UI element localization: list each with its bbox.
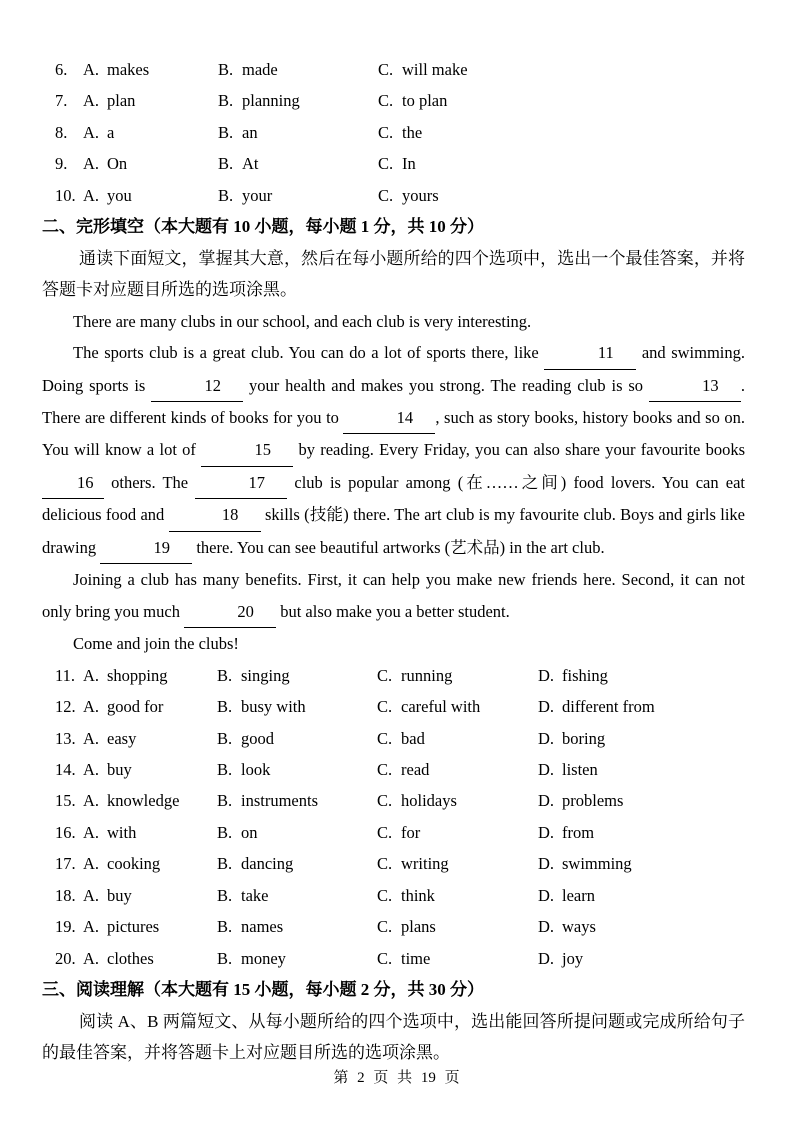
option-text: joy: [562, 948, 584, 968]
cloze-blank-12: 12: [151, 370, 243, 402]
question-number: 6.: [55, 60, 68, 79]
option-text: with: [107, 822, 137, 842]
option-letter: B.: [217, 697, 233, 717]
option-letter: D.: [538, 948, 555, 968]
question-row-19: [42, 911, 745, 942]
cloze-blank-11: 11: [544, 337, 636, 369]
option-11-D: [538, 660, 745, 691]
option-letter: B.: [218, 154, 234, 174]
option-letter: C.: [377, 948, 393, 968]
option-letter: D.: [538, 854, 555, 874]
option-13-A: [55, 723, 217, 754]
option-text: busy with: [241, 697, 306, 717]
option-19-A: [55, 911, 217, 942]
option-text: for: [401, 822, 421, 842]
option-15-A: [55, 785, 217, 816]
option-text: plans: [401, 917, 436, 937]
option-letter: B.: [218, 91, 234, 111]
question-row-14: [42, 754, 745, 785]
option-13-D: [538, 723, 745, 754]
page-content: [42, 54, 745, 1069]
option-6-C: [378, 54, 745, 85]
option-6-B: [218, 54, 378, 85]
option-20-A: [55, 943, 217, 974]
question-number: 8.: [55, 122, 68, 142]
option-text: problems: [562, 791, 624, 811]
option-text: buy: [107, 759, 132, 779]
question-number: 10.: [55, 185, 76, 205]
option-10-C: [378, 180, 745, 211]
option-letter: B.: [218, 60, 234, 79]
option-letter: D.: [538, 759, 555, 779]
option-text: to plan: [402, 91, 448, 111]
option-letter: B.: [217, 665, 233, 685]
option-letter: B.: [217, 728, 233, 748]
option-10-B: [218, 180, 378, 211]
option-letter: C.: [377, 697, 393, 717]
option-8-C: [378, 117, 745, 148]
option-letter: C.: [377, 822, 393, 842]
option-letter: D.: [538, 728, 555, 748]
section2-instruction: 通读下面短文，掌握其大意，然后在每小题所给的四个选项中，选出一个最佳答案，并将答题卡对应题目所选的选项涂黑。: [42, 248, 745, 300]
option-text: read: [401, 759, 430, 779]
option-text: names: [241, 917, 284, 937]
option-letter: A.: [83, 697, 100, 717]
option-text: pictures: [107, 917, 160, 937]
cloze-blank-19: 19: [100, 532, 192, 564]
option-text: you: [107, 185, 132, 205]
option-text: the: [402, 122, 423, 142]
passage-paragraph: There are many clubs in our school, and each club is very interesting.: [73, 311, 532, 331]
option-letter: B.: [218, 185, 234, 205]
question-number: 15.: [55, 791, 76, 811]
option-11-B: [217, 660, 377, 691]
question-row-10: [42, 180, 745, 211]
option-7-C: [378, 85, 745, 116]
question-number: 16.: [55, 822, 76, 842]
option-14-B: [217, 754, 377, 785]
passage-paragraph: The sports club is a great club. You can do a lot of sports there, like 11 and swimming. Doing sports is 12 your health and makes you strong. The reading club is so 13 . There are different kinds of books for you to 14 , such as story books, history books and so on. You will know a lot of 15 by reading. Every Friday, you can also share your favourite books 16 others. The 17 club is popular among (在……之间) food lovers. You can eat delicious food and 18 skills (技能) there. The art club is my favourite club. Boys and girls like drawing 19 there. You can see beautiful artworks (艺术品) in the art club.: [42, 337, 745, 564]
option-text: In: [402, 154, 416, 174]
option-letter: B.: [217, 948, 233, 968]
option-text: look: [241, 759, 271, 779]
section3-instruction: 阅读 A、B 两篇短文、从每小题所给的四个选项中，选出能回答所提问题或完成所给句子的最佳答案，并将答题卡上对应题目所选的选项涂黑。: [42, 1011, 745, 1063]
question-number: 14.: [55, 759, 76, 779]
option-letter: C.: [378, 185, 394, 205]
question-row-9: [42, 148, 745, 179]
option-19-C: [377, 911, 538, 942]
option-text: holidays: [401, 791, 457, 811]
option-text: your: [242, 185, 273, 205]
cloze-blank-16: 16: [42, 467, 104, 499]
question-row-13: [42, 723, 745, 754]
section2-heading: 二、完形填空（本大题有 10 小题，每小题 1 分，共 10 分）: [42, 217, 484, 237]
option-letter: C.: [378, 91, 394, 111]
question-number: 12.: [55, 697, 76, 717]
page-footer: 第 2 页 共 19 页: [333, 1070, 460, 1086]
option-9-A: [55, 148, 218, 179]
option-text: running: [401, 665, 453, 685]
option-15-B: [217, 785, 377, 816]
option-letter: B.: [217, 917, 233, 937]
question-row-11: [42, 660, 745, 691]
option-letter: B.: [217, 885, 233, 905]
option-text: listen: [562, 759, 598, 779]
option-text: yours: [402, 185, 439, 205]
option-16-C: [377, 817, 538, 848]
option-18-C: [377, 880, 538, 911]
option-14-D: [538, 754, 745, 785]
option-letter: A.: [83, 791, 100, 811]
option-letter: D.: [538, 665, 555, 685]
option-7-B: [218, 85, 378, 116]
option-17-C: [377, 848, 538, 879]
question-number: 11.: [55, 665, 76, 685]
option-letter: B.: [217, 854, 233, 874]
question-number: 18.: [55, 885, 76, 905]
option-letter: C.: [377, 791, 393, 811]
option-16-B: [217, 817, 377, 848]
option-letter: C.: [377, 854, 393, 874]
option-text: will make: [402, 60, 468, 79]
option-13-B: [217, 723, 377, 754]
option-text: makes: [107, 60, 150, 79]
cloze-part1-options: [42, 54, 745, 211]
question-row-8: [42, 117, 745, 148]
option-text: planning: [242, 91, 300, 111]
option-text: careful with: [401, 697, 481, 717]
option-16-A: [55, 817, 217, 848]
option-18-D: [538, 880, 745, 911]
option-text: writing: [401, 854, 449, 874]
option-text: knowledge: [107, 791, 180, 811]
option-14-A: [55, 754, 217, 785]
option-13-C: [377, 723, 538, 754]
option-10-A: [55, 180, 218, 211]
option-letter: D.: [538, 791, 555, 811]
passage-paragraph: Come and join the clubs!: [73, 634, 239, 654]
question-row-6: [42, 54, 745, 85]
option-20-B: [217, 943, 377, 974]
option-letter: C.: [377, 728, 393, 748]
option-17-B: [217, 848, 377, 879]
option-text: buy: [107, 885, 132, 905]
option-9-B: [218, 148, 378, 179]
question-number: 17.: [55, 854, 76, 874]
option-19-B: [217, 911, 377, 942]
option-text: made: [242, 60, 278, 79]
question-number: 13.: [55, 728, 76, 748]
option-text: At: [242, 154, 259, 174]
option-17-D: [538, 848, 745, 879]
option-11-C: [377, 660, 538, 691]
option-16-D: [538, 817, 745, 848]
option-14-C: [377, 754, 538, 785]
question-number: 9.: [55, 154, 68, 174]
option-text: think: [401, 885, 435, 905]
question-row-17: [42, 848, 745, 879]
option-letter: A.: [83, 728, 100, 748]
option-text: plan: [107, 91, 136, 111]
option-letter: A.: [83, 948, 100, 968]
option-letter: A.: [83, 822, 100, 842]
option-letter: A.: [83, 154, 100, 174]
option-text: fishing: [562, 665, 608, 685]
option-text: good for: [107, 697, 164, 717]
option-letter: D.: [538, 697, 555, 717]
option-letter: A.: [83, 917, 100, 937]
option-18-B: [217, 880, 377, 911]
question-number: 19.: [55, 917, 76, 937]
question-row-20: [42, 943, 745, 974]
option-20-D: [538, 943, 745, 974]
option-text: swimming: [562, 854, 632, 874]
option-letter: C.: [378, 122, 394, 142]
cloze-blank-17: 17: [195, 467, 287, 499]
option-text: learn: [562, 885, 595, 905]
option-text: take: [241, 885, 269, 905]
question-row-12: [42, 691, 745, 722]
question-number: 7.: [55, 91, 68, 111]
option-12-B: [217, 691, 377, 722]
option-text: a: [107, 122, 115, 142]
option-7-A: [55, 85, 218, 116]
option-12-C: [377, 691, 538, 722]
option-text: an: [242, 122, 258, 142]
option-letter: C.: [377, 885, 393, 905]
option-text: ways: [562, 917, 596, 937]
option-11-A: [55, 660, 217, 691]
option-text: clothes: [107, 948, 154, 968]
question-row-15: [42, 785, 745, 816]
option-letter: D.: [538, 917, 555, 937]
option-8-A: [55, 117, 218, 148]
option-18-A: [55, 880, 217, 911]
option-text: boring: [562, 728, 606, 748]
option-17-A: [55, 848, 217, 879]
option-letter: D.: [538, 885, 555, 905]
option-letter: A.: [83, 665, 100, 685]
option-20-C: [377, 943, 538, 974]
option-19-D: [538, 911, 745, 942]
option-letter: A.: [83, 185, 100, 205]
option-text: time: [401, 948, 431, 968]
option-text: on: [241, 822, 258, 842]
passage-paragraph: Joining a club has many benefits. First, it can help you make new friends here. Second, it can not only bring you much 20 but also make you a better student.: [42, 564, 745, 628]
option-15-D: [538, 785, 745, 816]
question-row-7: [42, 85, 745, 116]
cloze-blank-13: 13: [649, 370, 741, 402]
option-letter: B.: [218, 122, 234, 142]
option-text: bad: [401, 728, 425, 748]
option-text: easy: [107, 728, 137, 748]
option-letter: A.: [83, 122, 100, 142]
option-letter: D.: [538, 822, 555, 842]
cloze-blank-18: 18: [169, 499, 261, 531]
option-letter: A.: [83, 759, 100, 779]
question-number: 20.: [55, 948, 76, 968]
option-letter: A.: [83, 60, 100, 79]
option-text: instruments: [241, 791, 318, 811]
option-letter: A.: [83, 854, 100, 874]
option-letter: A.: [83, 885, 100, 905]
option-letter: C.: [377, 665, 393, 685]
option-15-C: [377, 785, 538, 816]
option-text: cooking: [107, 854, 161, 874]
option-letter: C.: [378, 60, 394, 79]
cloze-passage: [42, 306, 745, 660]
option-9-C: [378, 148, 745, 179]
option-letter: C.: [377, 759, 393, 779]
cloze-blank-15: 15: [201, 434, 293, 466]
option-text: dancing: [241, 854, 294, 874]
option-6-A: [55, 54, 218, 85]
cloze-blank-20: 20: [184, 596, 276, 628]
question-row-18: [42, 880, 745, 911]
option-letter: C.: [378, 154, 394, 174]
question-row-16: [42, 817, 745, 848]
option-text: good: [241, 728, 274, 748]
option-text: singing: [241, 665, 290, 685]
cloze-blank-14: 14: [343, 402, 435, 434]
option-letter: B.: [217, 791, 233, 811]
option-text: from: [562, 822, 595, 842]
option-text: different from: [562, 697, 655, 717]
option-letter: B.: [217, 759, 233, 779]
option-12-D: [538, 691, 745, 722]
option-text: shopping: [107, 665, 168, 685]
option-letter: B.: [217, 822, 233, 842]
option-letter: A.: [83, 91, 100, 111]
cloze-part2-options: [42, 660, 745, 975]
option-8-B: [218, 117, 378, 148]
option-letter: C.: [377, 917, 393, 937]
section3-heading: 三、阅读理解（本大题有 15 小题，每小题 2 分，共 30 分）: [42, 980, 484, 1000]
option-12-A: [55, 691, 217, 722]
option-text: On: [107, 154, 128, 174]
option-text: money: [241, 948, 286, 968]
